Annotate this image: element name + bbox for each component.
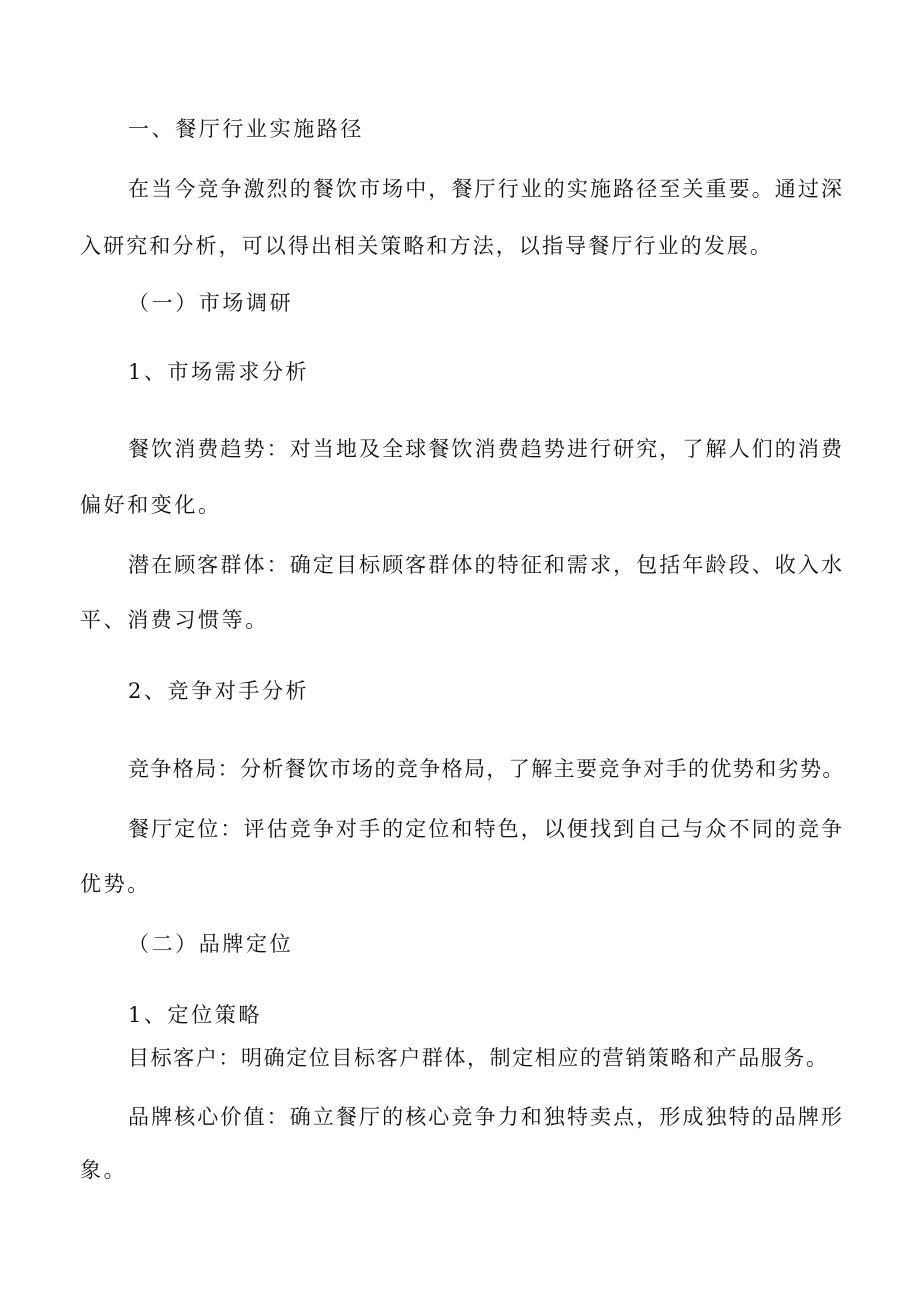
intro-line-2: 入研究和分析，可以得出相关策略和方法，以指导餐厅行业的发展。: [80, 234, 773, 258]
section-title: 一、餐厅行业实施路径: [128, 117, 364, 141]
paragraph-brand-core-value-line-2: 象。: [80, 1158, 128, 1182]
item-title-market-demand: 1、市场需求分析: [128, 360, 310, 384]
paragraph-restaurant-positioning-line-1: 餐厅定位：评估竞争对手的定位和特色，以便找到自己与众不同的竞争: [128, 817, 845, 841]
paragraph-potential-customers-line-1: 潜在顾客群体：确定目标顾客群体的特征和需求，包括年龄段、收入水: [128, 553, 845, 577]
paragraph-restaurant-positioning-line-2: 优势。: [80, 872, 151, 896]
paragraph-brand-core-value-line-1: 品牌核心价值：确立餐厅的核心竞争力和独特卖点，形成独特的品牌形: [128, 1105, 845, 1129]
item-title-positioning-strategy: 1、定位策略: [128, 1003, 262, 1027]
subsection-title-market-research: （一）市场调研: [128, 291, 294, 315]
paragraph-competition-landscape: 竞争格局：分析餐饮市场的竞争格局，了解主要竞争对手的优势和劣势。: [128, 757, 845, 781]
paragraph-potential-customers-line-2: 平、消费习惯等。: [80, 608, 269, 632]
paragraph-consumption-trend-line-2: 偏好和变化。: [80, 493, 222, 517]
subsection-title-brand-positioning: （二）品牌定位: [128, 932, 294, 956]
paragraph-target-customers: 目标客户：明确定位目标客户群体，制定相应的营销策略和产品服务。: [128, 1046, 829, 1070]
paragraph-consumption-trend-line-1: 餐饮消费趋势：对当地及全球餐饮消费趋势进行研究，了解人们的消费: [128, 437, 845, 461]
intro-line-1: 在当今竞争激烈的餐饮市场中，餐厅行业的实施路径至关重要。通过深: [128, 177, 845, 201]
item-title-competitor-analysis: 2、竞争对手分析: [128, 679, 310, 703]
